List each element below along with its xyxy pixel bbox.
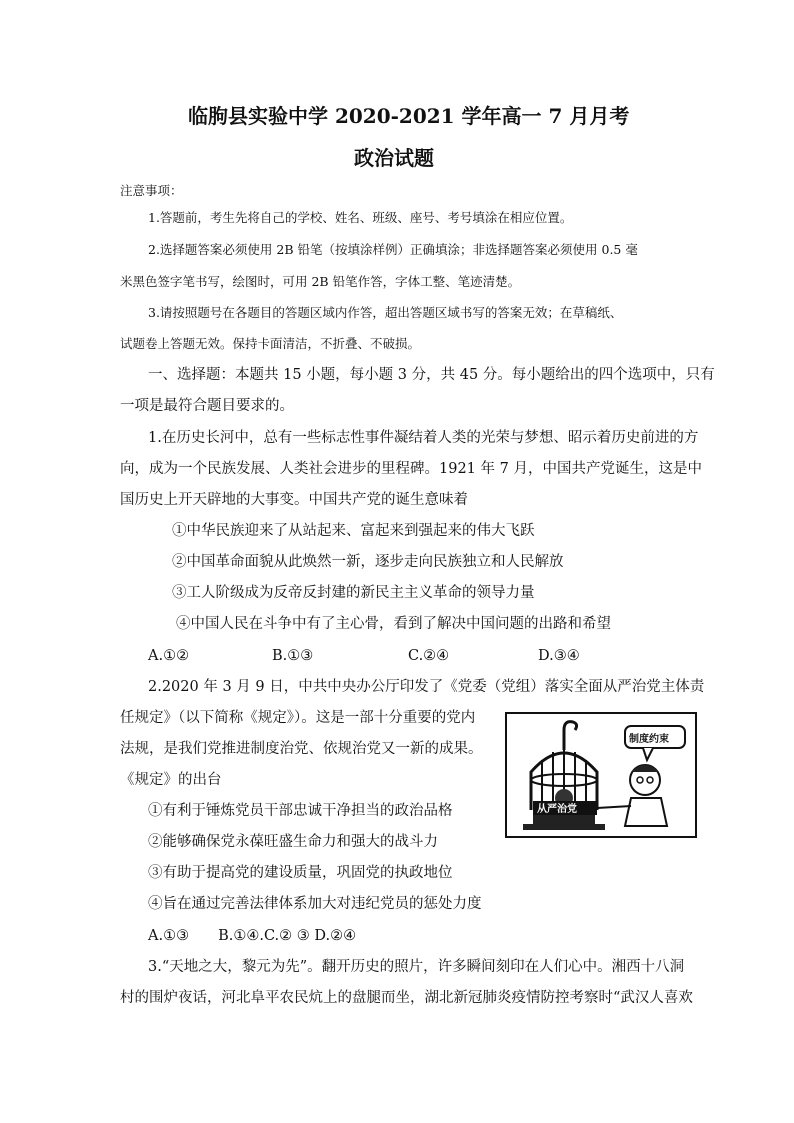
cage-label: 从严治党 [537, 804, 577, 815]
page-subtitle: 政治试题 [354, 146, 434, 170]
statement: ①有利于锤炼党员干部忠诚干净担当的政治品格 [148, 803, 453, 819]
notice-item: 3.请按照题号在各题目的答题区域内作答，超出答题区域书写的答案无效；在草稿纸、 [148, 305, 623, 320]
statement: ④中国人民在斗争中有了主心骨，看到了解决中国问题的出路和希望 [176, 616, 611, 632]
notice-item: 米黑色签字笔书写，绘图时，可用 2B 铅笔作答，字体工整、笔迹清楚。 [120, 274, 521, 289]
question-stem: 村的围炉夜话，河北阜平农民炕上的盘腿而坐，湖北新冠肺炎疫情防控考察时“武汉人喜欢 [120, 990, 693, 1006]
statement: ④旨在通过完善法律体系加大对违纪党员的惩处力度 [148, 896, 482, 912]
notice-item: 1.答题前，考生先将自己的学校、姓名、班级、座号、考号填涂在相应位置。 [148, 210, 573, 225]
question-stem: 任规定》（以下简称《规定》）。这是一部十分重要的党内 [120, 710, 476, 726]
question-stem: 国历史上开天辟地的大事变。中国共产党的诞生意味着 [120, 492, 468, 508]
bubble-text: 制度约束 [629, 734, 669, 745]
cartoon-image [505, 712, 697, 838]
option-a: A.①② [148, 648, 190, 664]
question-stem: 向，成为一个民族发展、人类社会进步的里程碑。1921 年 7 月，中国共产党诞生，这是中 [120, 461, 702, 477]
statement: ②中国革命面貌从此焕然一新，逐步走向民族独立和人民解放 [172, 554, 564, 570]
statement: ③有助于提高党的建设质量，巩固党的执政地位 [148, 865, 453, 881]
statement: ②能够确保党永葆旺盛生命力和强大的战斗力 [148, 834, 438, 850]
question-stem: 法规，是我们党推进制度治党、依规治党又一新的成果。 [120, 741, 483, 757]
notice-item: 2.选择题答案必须使用 2B 铅笔（按填涂样例）正确填涂；非选择题答案必须使用 0.5 毫 [148, 242, 638, 257]
options-line: A.①③ B.①④.C.② ③ D.②④ [148, 928, 357, 944]
notice-heading: 注意事项： [120, 183, 183, 198]
notice-item: 试题卷上答题无效。保持卡面清洁，不折叠、不破损。 [120, 336, 421, 351]
option-b: B.①③ [272, 648, 314, 664]
birdcage-illustration [507, 714, 695, 836]
option-d: D.③④ [538, 648, 580, 664]
cage-base [523, 824, 605, 830]
question-stem: 2.2020 年 3 月 9 日，中共中央办公厅印发了《党委（党组）落实全面从严治党主体责 [148, 679, 705, 695]
option-c: C.②④ [408, 648, 450, 664]
section-heading: 一、选择题：本题共 15 小题，每小题 3 分，共 45 分。每小题给出的四个选项中，只有 [148, 367, 715, 383]
page-title: 临朐县实验中学 2020-2021 学年高一 7 月月考 [188, 104, 630, 128]
section-heading: 一项是最符合题目要求的。 [120, 398, 294, 414]
question-stem: 3.“天地之大，黎元为先”。翻开历史的照片，许多瞬间刻印在人们心中。湘西十八洞 [148, 959, 685, 975]
question-stem: 1.在历史长河中，总有一些标志性事件凝结着人类的光荣与梦想、昭示着历史前进的方 [148, 430, 699, 446]
statement: ①中华民族迎来了从站起来、富起来到强起来的伟大飞跃 [172, 523, 535, 539]
man-body [625, 798, 667, 826]
question-stem: 《规定》的出台 [120, 772, 222, 788]
cage-hook-icon [564, 722, 577, 750]
statement: ③工人阶级成为反帝反封建的新民主主义革命的领导力量 [172, 585, 535, 601]
